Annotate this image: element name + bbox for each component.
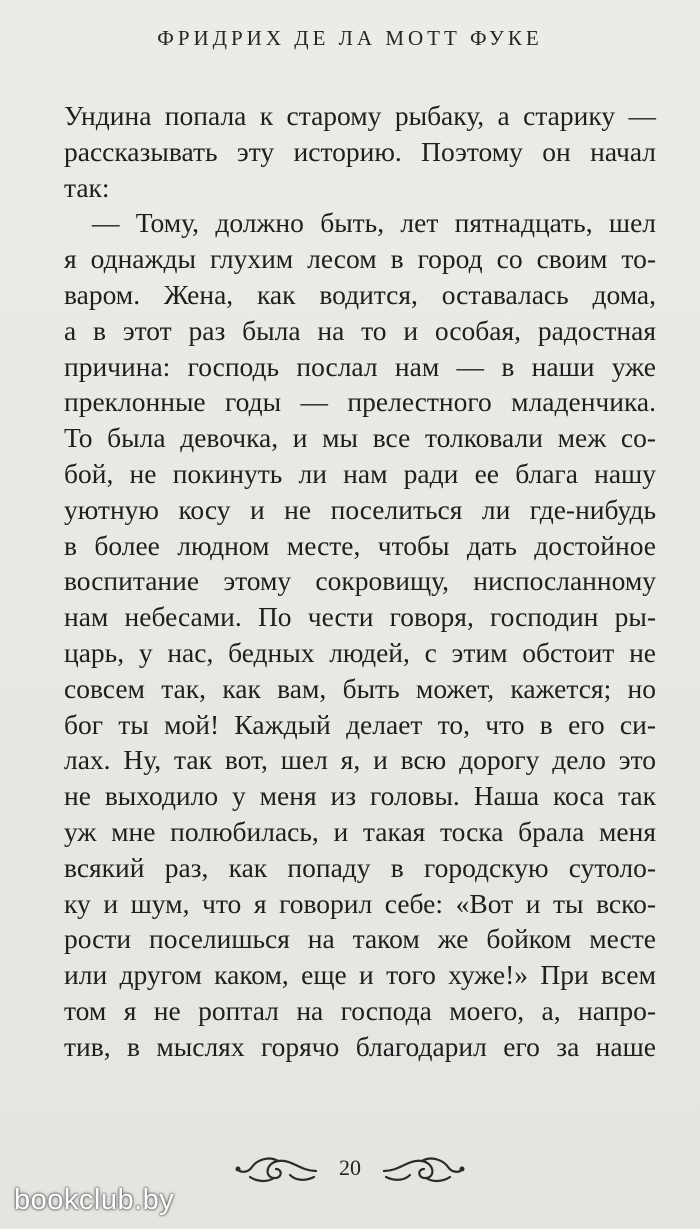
text-line: уютную косу и не поселиться ли где-нибудь: [64, 493, 656, 525]
text-line: преклонные годы — прелестного младенчика.: [64, 386, 656, 418]
text-line: или другом каком, еще и того хуже!» При всем: [64, 959, 656, 991]
text-line: царь, у нас, бедных людей, с этим обстоит не: [64, 636, 656, 668]
text-line: том я не роптал на господа моего, а, напро-: [64, 994, 656, 1026]
text-line: а в этот раз была на то и особая, радостная: [64, 314, 656, 346]
text-line: в более людном месте, чтобы дать достойное: [64, 529, 656, 561]
text-line: я однажды глухим лесом в город со своим то-: [64, 243, 656, 275]
text-line: ку и шум, что я говорил себе: «Вот и ты вско-: [64, 887, 656, 919]
page-number: 20: [339, 1155, 361, 1180]
text-line: лах. Ну, так вот, шел я, и всю дорогу дело это: [64, 744, 656, 776]
text-line: — Тому, должно быть, лет пятнадцать, шел: [92, 207, 656, 239]
text-line: воспитание этому сокровищу, ниспосланному: [64, 565, 656, 597]
body-text: [64, 98, 656, 1065]
text-line: рости поселишься на таком же бойком месте: [64, 923, 656, 955]
watermark-text: bookclub.by: [14, 1184, 175, 1216]
text-line: варом. Жена, как водится, оставалась дома,: [64, 278, 656, 310]
text-line: совсем так, как вам, быть может, кажется; но: [64, 672, 656, 704]
text-line: не выходило у меня из головы. Наша коса так: [64, 780, 656, 812]
text-line: уж мне полюбилась, и такая тоска брала меня: [64, 815, 656, 847]
text-line: так:: [64, 171, 110, 203]
text-line: То была девочка, и мы все толковали меж со-: [64, 422, 656, 454]
text-line: причина: господь послал нам — в наши уже: [64, 350, 656, 382]
text-line: всякий раз, как попаду в городскую сутоло-: [64, 851, 656, 883]
text-line: бог ты мой! Каждый делает то, что в его си-: [64, 708, 656, 740]
text-line: бой, не покинуть ли нам ради ее блага нашу: [64, 457, 656, 489]
text-line: нам небесами. По чести говоря, господин ры-: [64, 601, 656, 633]
text-line: тив, в мыслях горячо благодарил его за наше: [64, 1030, 656, 1062]
text-line: Ундина попала к старому рыбаку, а старику —: [64, 100, 656, 131]
running-header-title: ФРИДРИХ ДЕ ЛА МОТТ ФУКЕ: [157, 26, 543, 50]
text-line: рассказывать эту историю. Поэтому он начал: [64, 135, 656, 167]
